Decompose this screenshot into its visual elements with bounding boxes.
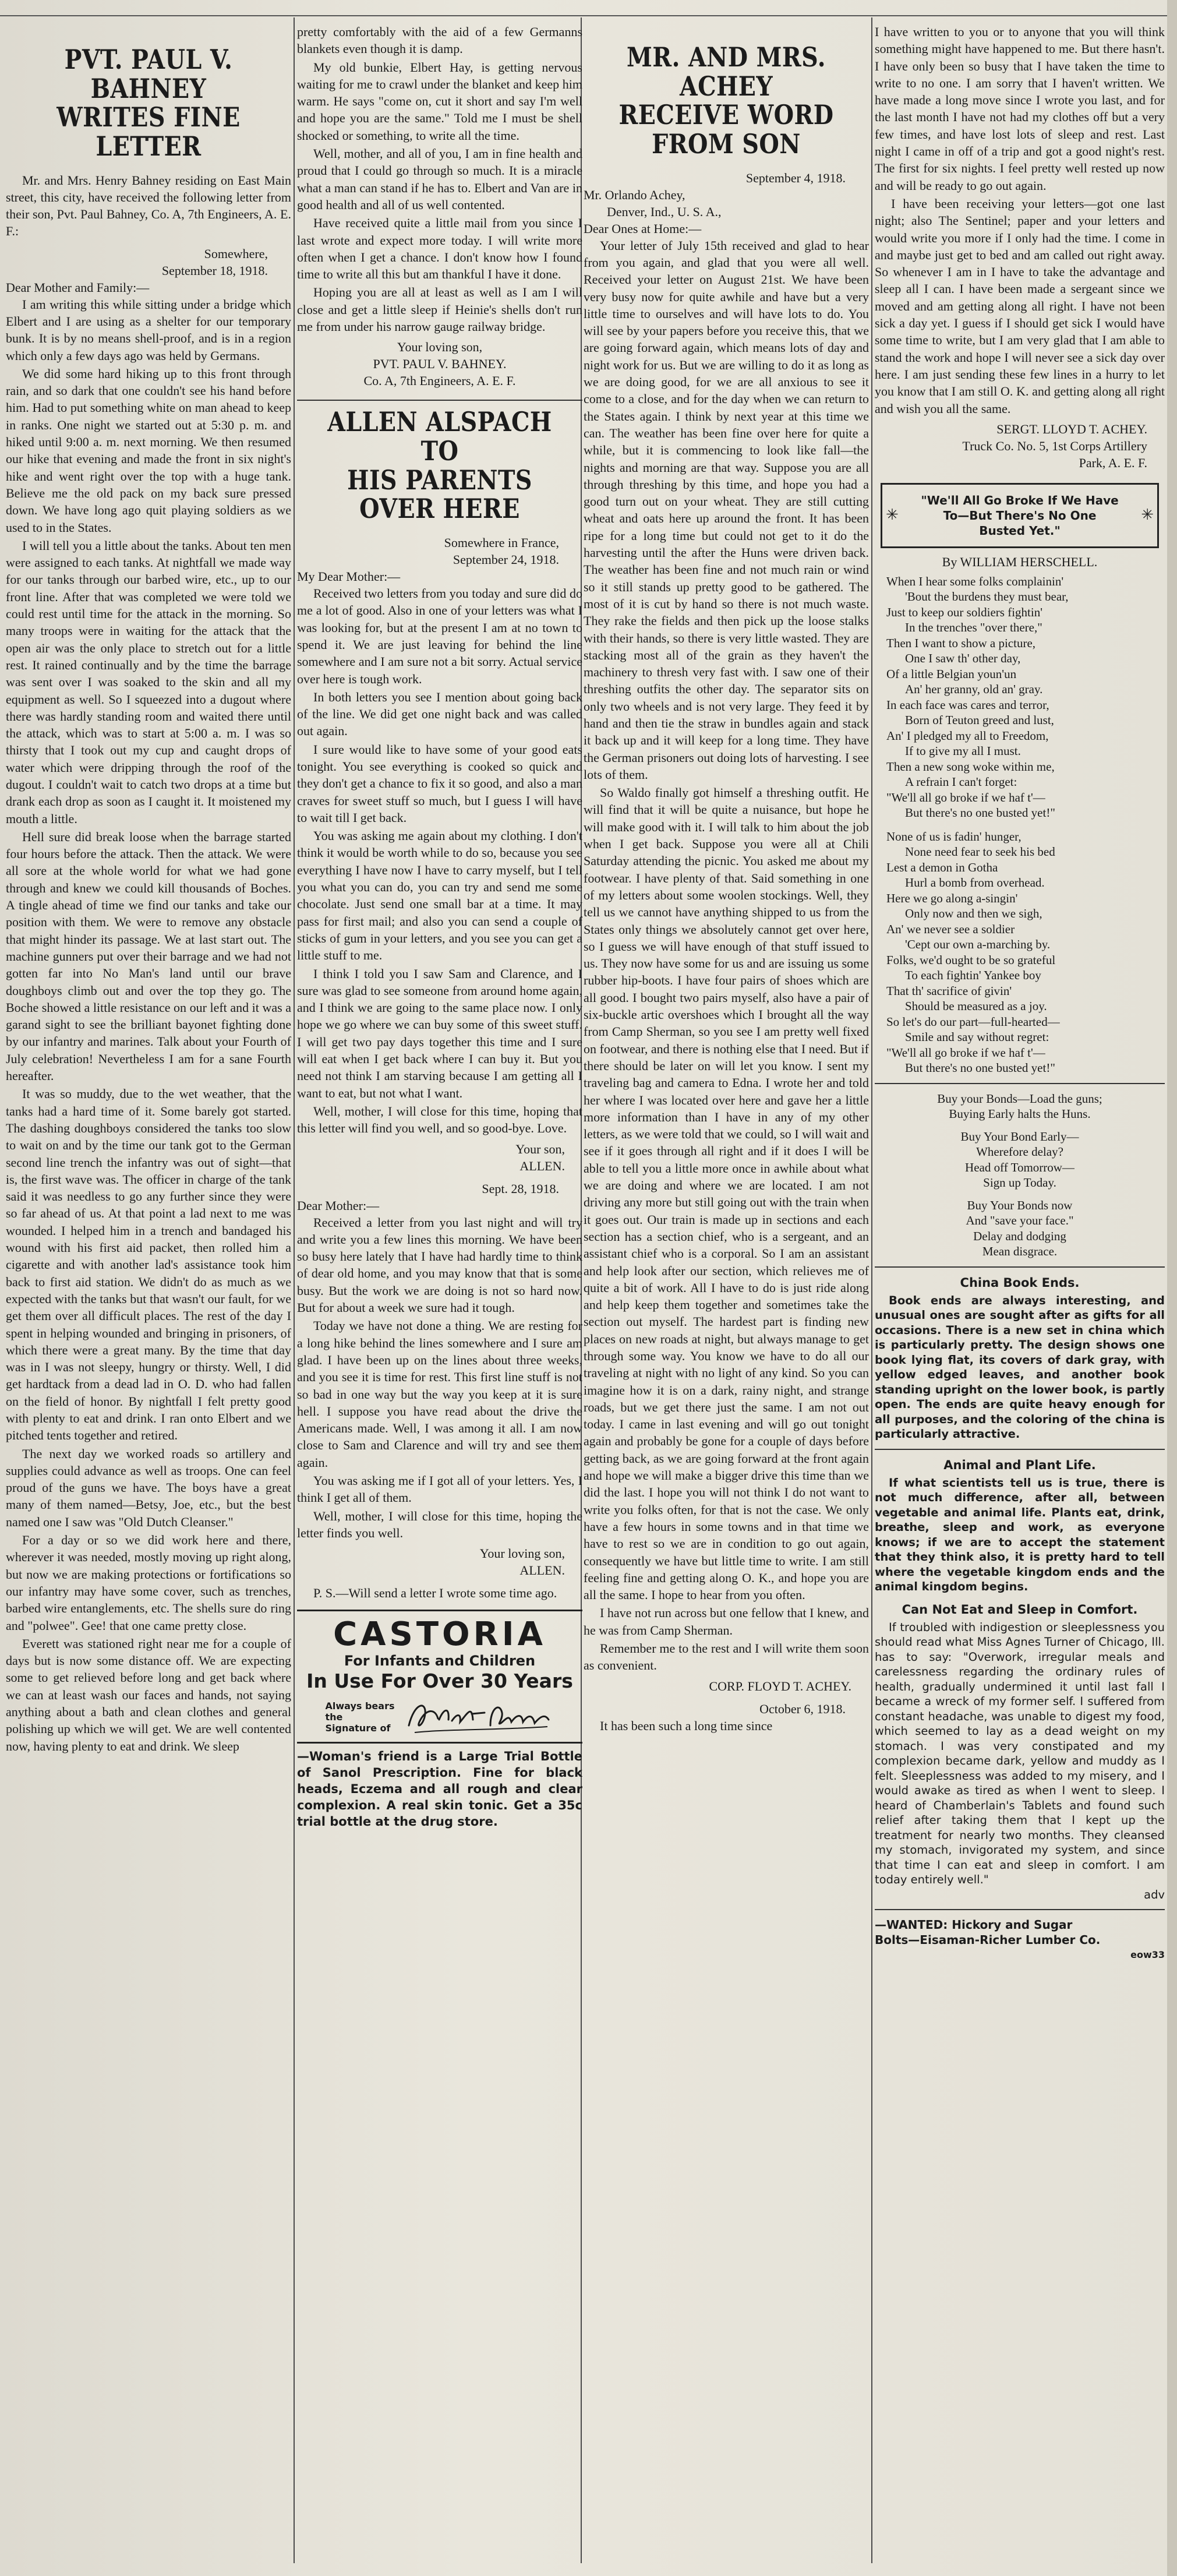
star-icon: ✳ — [1141, 506, 1154, 524]
paragraph: Today we have not done a thing. We are resting for a long hike behind the lines somewhere and I sure am glad. I have been up on the lines about three weeks, and you see it is time for rest. This first line stuff is not so bad in one way but the way you keep at it is sure hell. I suppose you have read about the drive the Americans made. Well, I was among it all. I am now close to Sam and Clarence and will try and see them again. — [297, 1318, 582, 1470]
paragraph: It was so muddy, due to the wet weather, that the tanks had a hard time of it. Some barely got started. The dashing doughboys considered the tanks too slow to wait on and by the time our tank got to the German second line trench the infantry was out of sight—that is, the first wave was. The officer in charge of the tank said it was needless to go any further since they were so far ahead of us. At that point a lad next to me was wounded. I helped him in a trench and bandaged his wound with his first aid packet, then rolled him a cigarette and with another lad's assistance took him back to first aid station. We didn't do as much as we expected with the tanks but that wasn't our fault, for we get them over all difficult places. The rest of the day I spent in helping wounded and bringing in prisoners, of which there were a great many. By the time that day was in I was not sleepy, hungry or thirsty. Well, I did get hardtack from a dead lad in O. D. who had fallen on the field of honor. By nightfall I felt pretty good with plenty to eat and drink. I ran onto Elbert and we pitched tents together and retired. — [6, 1086, 291, 1443]
section-title: Can Not Eat and Sleep in Comfort. — [902, 1602, 1138, 1617]
paragraph: I will tell you a little about the tanks. About ten men were assigned to each tanks. At nightfall we made way for our tanks through our barbed wire, etc., up to our front line. After that was completed we were told we could rest until time for the attack in the morning. So many troops were in waiting for the attack that the open air was the only place to stretch out for a little rest. It rained continually and by the time the barrage was sent over I was soaked to the skin and all my equipment as well. So I squeezed into a dugout where there was hardly standing room and waited there until the attack, which was to start at 5:00 a. m. I was so thirsty that I took out my cup and caught drops of water which were dripping through the roof of the dugout. I couldn't wait to catch two drops at a time but drank each drop as soon as I caught it. It moistened my mouth a little. — [6, 538, 291, 826]
lede: Mr. and Mrs. Henry Bahney residing on East Main street, this city, have received the following letter from their son, Pvt. Paul Bahney, Co. A, 7th Engineers, A. E. F.: — [6, 172, 291, 238]
headline-line: RECEIVE WORD FROM SON — [618, 99, 834, 160]
paragraph: In both letters you see I mention about going back of the line. We did get one night back and was called out again. — [297, 689, 582, 739]
paragraph: We did some hard hiking up to this front through rain, and so dark that one couldn't see his hand before him. Had to put something white on man ahead to keep in ranks. One night we started out at 5:30 p. m. and hiked until 9:00 a. m. next morning. We then resumed our hike that evening and made the front in six night's hike and went right over the top with a huge tank. Believe me the old pack on my back sure pressed down. We have long ago quit playing soldiers as we used to in the States. — [6, 366, 291, 535]
paragraph: You was asking me if I got all of your letters. Yes, I think I get all of them. — [297, 1473, 582, 1505]
paragraph: pretty comfortably with the aid of a few Germanns blankets even though it is damp. — [297, 24, 582, 57]
ad-signature-row — [297, 1696, 582, 1737]
poem-line: Smile and say without regret: — [905, 1030, 1049, 1044]
divider — [875, 1909, 1165, 1910]
dateline — [6, 245, 291, 279]
slogan-line: Buy Your Bonds now — [967, 1198, 1073, 1212]
signature-line: Park, A. E. F. — [1079, 455, 1147, 470]
poem-line: Only now and then we sigh, — [905, 906, 1042, 921]
poem-line: None of us is fadin' hunger, — [886, 829, 1022, 844]
poem-line: "We'll all go broke if we haf t'— — [886, 790, 1045, 804]
paragraph: Your letter of July 15th received and glad to hear from you again, and glad that you were all well. Received your letter on August 21st. We have been very busy now for quite awhile and have but a very little time to ourselves and will have lots to do. You will see by your papers before you receive this, that we are going forward again, which means lots of day and night work for us. But we are willing to do it as long as we are doing good, for we are all anxious to see it come to a close, and for the day when we can return to the States again. I think by next year at this time we can. The weather has been fine over here for quite a while, but it is commencing to look like fall—the nights and morning are that way. Suppose you are all through threshing by this time, and hope you had a good turn out on your wheat. They are still cutting wheat and oats here up around the front. It has been ripe for a long time but could not get to it do the harvesting until the after the Huns were driven back. The weather has been fine and not much rain or wind so it still stands up pretty good to be gathered. The most of it is cut by hand so there is not much waste. They rake the fields and then pick up the loose stalks with their hands, so there is very little wasted. They are stacking most all of the grain as they haven't the machinery to thresh very fast with. I saw one of their threshing outfits the other day. The separator sits on only two wheels and is not very large. They feed it by hand and then tie the straw in bundles again and stack it back up and it will keep for a long time. They have the German prisoners out doing lots of harvesting. I see lots of them. — [584, 238, 869, 782]
salutation: Dear Mother and Family:— — [6, 280, 150, 295]
slogan-line: Mean disgrace. — [982, 1244, 1058, 1259]
paragraph: You was asking me again about my clothing. I don't think it would be worth while to do so, because you see everything I have now I have to carry myself, but I tell you what you can do, you can try and send me some chocolate. Just send one small bar at a time. It may pass for first mail; and also you can send a couple of sticks of gum in your letters, and you see you can get a little stuff to me. — [297, 828, 582, 963]
address-line: Denver, Ind., U. S. A., — [607, 204, 722, 219]
poem-line: Born of Teuton greed and lust, — [905, 713, 1054, 728]
slogan-line: And "save your face." — [966, 1213, 1074, 1228]
paragraph: For a day or so we did work here and there, wherever it was needed, mostly moving up right along, but now we are making protections or fortifications so our infantry may have some cover, such as trenches, barbed wire entanglements, etc. The shells sure do ring and "polwee". Gee! that one came pretty close. — [6, 1533, 291, 1633]
section-title: China Book Ends. — [960, 1275, 1080, 1290]
poem-title-line: "We'll All Go Broke If We Have — [921, 493, 1119, 507]
slogan-line: Sign up Today. — [983, 1176, 1056, 1190]
poem-line: Then a new song woke within me, — [886, 759, 1055, 774]
poem-line: One I saw th' other day, — [905, 651, 1021, 666]
headline-line: PVT. PAUL V. BAHNEY — [64, 44, 233, 104]
divider — [297, 400, 582, 401]
paragraph: I have not run across but one fellow that I knew, and he was from Camp Sherman. — [584, 1605, 869, 1638]
signature-line: Co. A, 7th Engineers, A. E. F. — [363, 373, 516, 389]
paragraph: Everett was stationed right near me for a couple of days but is now some distance off. We are expecting some to get relieved before long and get back where we can at least wash our faces and hands, not saying anything about a bath and clean clothes and general polishing up which we will get. We are well contented now, having plenty to eat and drink. We sleep — [6, 1636, 291, 1753]
section-body: Book ends are always interesting, and unusual ones are sought after as gifts for all occasions. There is a new set in china which is particularly pretty. The design shows one book lying flat, its covers of dark gray, with yellow edged leaves, and another book standing upright on the lower book, is partly open. The ends are quite heavy enough for all purposes, and the coloring of the china is particularly attractive. — [875, 1293, 1165, 1441]
poem-line: Lest a demon in Gotha — [886, 860, 998, 874]
paragraph: So Waldo finally got himself a threshing outfit. He will find that it will be quite a nuisance, but hope he will make good with it. I will talk to him about the job when I get back. Suppose you were all at Chili Saturday attending the picnic. You asked me about my footwear. I have plenty of that. Said something in one of my letters about some woolen stockings. Well, they tell us we cannot have anything shipped to us from the States only things we absolutely cannot get over here, so I guess we will have enough of that stuff issued to us. They now have some for us and are issuing us some rubber hip-boots. I have four pairs of shoes which are all good. I bought two pairs myself, also have a pair of six-buckle artic overshoes which I brought all the way from Camp Sherman, so you see I am pretty well fixed on footwear, and there is nothing else that I need. But if there should be later on will let you know. I sent my traveling bag and camera to Edna. I wrote her and told her where I was located over here and gave her a little more information than I have in any of my other letters, as we were told that we could, so I will wait and see if it goes through all right and if it does I will be able to tell you a little more once in awhile about what we are doing and where we are located. I am not driving any more but still going out with the train when it goes out. Our train is made up in sections and each section has a section chief, who is a sergeant, and an assistant chief who is a corporal. So I am an assistant and help look after our section, which relieves me of quite a bit of work. All I have to do is just ride along and help keep them together and sometimes take the section out myself. The hardest part is finding new places on new roads at night, but always manage to get through some way. You know we have to do all our traveling at night with no light of any kind. So you can imagine how it is on a dark, rainy night, and strange roads, but we get there just the same. I am not out today. I came in last evening and will go out tonight again and probably be gone for a couple of days before getting back, as we are going forward at the front again and hope we will make a bigger drive this time than we did the last. I hope you will not think I do not want to write you folks often, for that is not the case. We only have a few hours in some towns and in that time we have to rest so we are in condition to go out again, consequently we have but little time to write. I am still feeling fine and getting along O. K., and hope you are all the same. I hope to hear from you often. — [584, 785, 869, 1603]
signature — [297, 1141, 582, 1174]
poem-line: Here we go along a-singin' — [886, 891, 1018, 905]
poem-line: If to give my all I must. — [905, 744, 1021, 758]
divider — [875, 1449, 1165, 1450]
poem-line: Should be measured as a joy. — [905, 999, 1047, 1014]
salutation: My Dear Mother:— — [297, 569, 401, 584]
address-line: Dear Ones at Home:— — [584, 221, 702, 236]
headline-line: HIS PARENTS OVER HERE — [347, 464, 532, 525]
ad-code: eow33 — [1130, 1949, 1165, 1961]
section-china-book-ends — [875, 1276, 1165, 1442]
caption-line: the — [325, 1711, 343, 1723]
signature-line: ALLEN. — [519, 1158, 565, 1173]
ad-brand: CASTORIA — [333, 1615, 546, 1654]
poem-line: When I hear some folks complainin' — [886, 574, 1064, 588]
poem-line: So let's do our part—full-hearted— — [886, 1014, 1060, 1029]
star-icon: ✳ — [886, 506, 899, 524]
paragraph: I think I told you I saw Sam and Clarence, and I sure was glad to see someone from around home again, and I think we are going to the same place now. I only hope we go where we can buy some of this sweet stuff. I will get two pay days together this time and I sure will eat when I get back where I can buy it. But you need not think I am starving because I am getting all I want to eat, but not what I want. — [297, 966, 582, 1100]
section-body: If troubled with indigestion or sleeplessness you should read what Miss Agnes Turner of Chicago, Ill. has to say: "Overwork, irregular meals and carelessness regarding the ordinary rules of health, gradually undermined it until last fall I became a wreck of my former self. I suffered from constant headache, was unable to digest my food, which seemed to lay as a dead weight on my stomach. I was very constipated and my complexion became dark, yellow and muddy as I felt. Sleeplessness was added to my misery, and I would awake as tired as when I went to sleep. I heard of Chamberlain's Tablets and found such relief after taking them that I kept up the treatment for nearly two months. They cleansed my stomach, invigorated my system, and since that time I can eat and sleep in comfort. I am today entirely well." — [875, 1620, 1165, 1887]
dateline-place: Somewhere in France, — [444, 535, 559, 551]
poem-line: But there's no one busted yet!" — [905, 1061, 1055, 1075]
column-3 — [584, 23, 869, 2569]
signature-line: Truck Co. No. 5, 1st Corps Artillery — [962, 438, 1147, 453]
signature-line: SERGT. LLOYD T. ACHEY. — [996, 421, 1147, 436]
adv-mark: adv — [1144, 1887, 1165, 1901]
signature — [297, 1545, 582, 1579]
caption-line: Signature of — [325, 1722, 391, 1734]
poem-line: 'Cept our own a-marching by. — [905, 937, 1051, 952]
headline-achey — [603, 43, 849, 159]
headline-line: MR. AND MRS. ACHEY — [627, 41, 826, 102]
sanol-ad: —Woman's friend is a Large Trial Bottle of Sanol Prescription. Fine for black heads, Eczema and all rough and clear complexion. A real skin tonic. Get a 35c trial bottle at the drug store. — [297, 1742, 582, 1830]
dateline-date: October 6, 1918. — [759, 1701, 846, 1716]
poem-line: In each face was cares and terror, — [886, 697, 1049, 712]
paragraph: Hoping you are all at least as well as I am I will close and get a little sleep if Heinie's shells don't run me from under his narrow gauge railway bridge. — [297, 285, 582, 334]
stanza-gap — [886, 821, 1165, 829]
poem-title-box — [881, 483, 1159, 548]
signature-line: Your loving son, — [479, 1546, 565, 1561]
section-title: Animal and Plant Life. — [943, 1458, 1096, 1472]
signature — [297, 338, 582, 389]
dateline-date: September 24, 1918. — [453, 552, 559, 567]
poem-line: That th' sacrifice of givin' — [886, 983, 1012, 998]
signature-line: Your son, — [515, 1141, 565, 1156]
paragraph: My old bunkie, Elbert Hay, is getting nervous waiting for me to crawl under the blanket and keep him warm. He says "come on, cut it short and say I'm well and hope you are the same." Told me I must be shell shocked or something, to write all the time. — [297, 59, 582, 143]
section-eat-sleep — [875, 1603, 1165, 1903]
paragraph: I sure would like to have some of your good eats tonight. You see everything is cooked so quick and they don't get a chance to fix it so good, and also a man craves for sweet stuff so much, but I guess I will have to wait till I get back. — [297, 742, 582, 825]
paragraph: Well, mother, I will close for this time, hoping that this letter will find you well, and so good-bye. Love. — [297, 1103, 582, 1136]
divider — [875, 1083, 1165, 1084]
column-rule — [871, 17, 872, 2563]
poem-title-line: Busted Yet." — [979, 523, 1061, 538]
poem-line: An' I pledged my all to Freedom, — [886, 728, 1049, 743]
paragraph: It has been such a long time since — [600, 1718, 773, 1733]
poem-line: Of a little Belgian youn'un — [886, 666, 1017, 681]
poem-line: Just to keep our soldiers fightin' — [886, 605, 1043, 619]
slogan-line: Delay and dodging — [973, 1229, 1066, 1243]
top-rule — [0, 15, 1177, 16]
caption-line: Always bears — [325, 1700, 395, 1712]
slogan-line: Buying Early halts the Huns. — [949, 1107, 1091, 1121]
dateline-date: September 18, 1918. — [161, 263, 268, 278]
signature: CORP. FLOYD T. ACHEY. — [709, 1678, 851, 1693]
poem-line: "We'll all go broke if we haf t'— — [886, 1045, 1045, 1060]
divider — [875, 1266, 1165, 1268]
wanted-line: —WANTED: Hickory and Sugar — [875, 1918, 1073, 1932]
poem-line: A refrain I can't forget: — [905, 775, 1017, 789]
address-block — [584, 186, 869, 237]
poem-line: To each fightin' Yankee boy — [905, 968, 1041, 983]
poem-line: None need fear to seek his bed — [905, 845, 1055, 859]
poem-line: An' her granny, old an' gray. — [905, 682, 1043, 697]
wanted-line: Bolts—Eisaman-Richer Lumber Co. — [875, 1933, 1101, 1947]
slogan-gap — [875, 1191, 1165, 1198]
signature-line: PVT. PAUL V. BAHNEY. — [373, 357, 507, 372]
headline-line: ALLEN ALSPACH TO — [327, 406, 552, 467]
slogan-line: Buy Your Bond Early— — [960, 1129, 1079, 1144]
paragraph: Well, mother, and all of you, I am in fine health and proud that I could go through so much. It is a miracle what a man can stand if he has to. Elbert and Van are in good health and all of us well contented. — [297, 146, 582, 212]
address-line: Mr. Orlando Achey, — [584, 187, 685, 202]
column-2 — [297, 23, 582, 2569]
poem-line: 'Bout the burdens they must bear, — [905, 590, 1069, 604]
paragraph: The next day we worked roads so artillery and supplies could advance as well as troops. One can feel proud of the guns we have. The boys have a great many of them named—Betsy, Joe, etc., but the best named one I saw was "Old Dutch Cleanser." — [6, 1446, 291, 1529]
paragraph: Remember me to the rest and I will write them soon as convenient. — [584, 1641, 869, 1673]
dateline-date: September 4, 1918. — [745, 170, 846, 185]
paragraph: Received a letter from you last night and will try and write you a few lines this morning. We have been so busy here lately that I have had hardly time to think of dear old home, and you may know that that is some busy. But the work we are doing is not so hard now. But for about a week we sure had it tough. — [297, 1215, 582, 1315]
slogan-line: Head off Tomorrow— — [965, 1160, 1075, 1174]
column-rule — [294, 17, 295, 2563]
headline-line: WRITES FINE LETTER — [56, 101, 241, 163]
signature — [875, 421, 1165, 471]
fletcher-signature-image — [403, 1696, 554, 1737]
slogan-line: Wherefore delay? — [976, 1145, 1063, 1159]
ad-tagline: In Use For Over 30 Years — [306, 1670, 573, 1693]
ad-subtitle: For Infants and Children — [344, 1653, 536, 1670]
headline-alspach — [317, 408, 562, 524]
poem — [875, 574, 1165, 1076]
article-body — [6, 296, 291, 1755]
dateline-date: Sept. 28, 1918. — [482, 1181, 559, 1196]
poem-line: Hurl a bomb from overhead. — [905, 876, 1045, 890]
signature-line: ALLEN. — [519, 1563, 565, 1578]
poem-line: But there's no one busted yet!" — [905, 806, 1055, 820]
paragraph: Have received quite a little mail from you since I last wrote and expect more today. I will write more often when I get a chance. I don't know how I found time to write all this but am thankful I have it done. — [297, 216, 582, 282]
poem-line: In the trenches "over there," — [905, 620, 1042, 635]
ad-signature-caption — [326, 1700, 395, 1734]
dateline-place: Somewhere, — [204, 246, 268, 261]
signature-line: Your loving son, — [397, 340, 483, 355]
salutation: Dear Mother:— — [297, 1198, 380, 1213]
paragraph: Hell sure did break loose when the barrage started four hours before the attack. Then the attack. We were all sore at the whole world for what we had gone through and knew we could kill thousands of Boches. A tingle ahead of time we find our tanks and take our position with them. We were to remove any obstacle that might hinder its passage. We at last start out. The machine gunners put over their barrage and we had not gotten far into No Man's land until our brave doughboys climb out and over the top they go. The Boche showed a little resistance on our left and it was a garand sight to see the brilliant bayonet fighting done by our infantry and marines. Talk about your Fourth of July celebration! Nevertheless I am for a sane Fourth hereafter. — [6, 829, 291, 1084]
paragraph: I am writing this while sitting under a bridge which Elbert and I are using as a shelter for our temporary bunk. It is by no means shell-proof, and is in a region which only a few days ago was held by Germans. — [6, 297, 291, 363]
page-edge — [1167, 0, 1177, 2576]
postscript: P. S.—Will send a letter I wrote some time ago. — [313, 1586, 557, 1601]
poem-title-line: To—But There's No One — [943, 508, 1097, 523]
poem-byline: By WILLIAM HERSCHELL. — [942, 554, 1098, 569]
column-1 — [6, 23, 291, 2569]
section-body: If what scientists tell us is true, there is not much difference, after all, between vegetable and animal life. Plants eat, drink, breathe, sleep and work, as everyone knows; if we are to accept the statement that they think also, it is pretty hard to tell where the vegetable kingdom ends and the animal kingdom begins. — [875, 1476, 1165, 1594]
poem-line: Then I want to show a picture, — [886, 636, 1036, 650]
section-animal-plant-life — [875, 1458, 1165, 1594]
poem-line: Folks, we'd ought to be so grateful — [886, 952, 1056, 967]
slogan-gap — [875, 1122, 1165, 1129]
castoria-ad — [297, 1610, 582, 1737]
wanted-ad — [875, 1917, 1165, 1963]
bond-slogans — [875, 1091, 1165, 1259]
slogan-line: Buy your Bonds—Load the guns; — [937, 1091, 1102, 1106]
paragraph: I have been receiving your letters—got one last night; also The Sentinel; paper and your letters and would write you more if I only had the time. I come in and maybe just get to bed and am called out right away. So whenever I am in I have to take the advantage and sleep all I can. I have been made a sergeant since we moved and am getting along all right. I have not been sick a day yet. I guess if I should get sick I would have some time to write, but I am very glad that I am able to stand the work and hope I will never see a sick day over here. I am just sending these few lines in a hurry to let you know that I am still O. K. and getting along all right and wish you all the same. — [875, 196, 1165, 416]
poem-line: An' we never see a soldier — [886, 922, 1015, 936]
paragraph: Received two letters from you today and sure did do me a lot of good. Also in one of your letters was what I was looking for, but at the present I am at no town to spend it. We are just leaving for behind the line somewhere and I am sure not a bit sorry. Actual service over here is tough work. — [297, 586, 582, 686]
paragraph: Well, mother, I will close for this time, hoping the letter finds you well. — [297, 1508, 582, 1540]
paragraph: I have written to you or to anyone that you will think something might have happened to me. But there hasn't. I have only been so busy that I have taken the time to write to no one. I am sorry that I haven't written. We have made a long move since I wrote you last, and for the last month I have not had my clothes off but a very few times, and have lost lots of sleep and rest. Last night I came in off of a trip and got a good night's rest. The first for six nights. I feel pretty well rested up now and will be ready to go out again. — [875, 24, 1165, 193]
dateline — [297, 534, 582, 568]
headline-bahney — [26, 45, 271, 161]
column-4 — [875, 23, 1165, 2569]
